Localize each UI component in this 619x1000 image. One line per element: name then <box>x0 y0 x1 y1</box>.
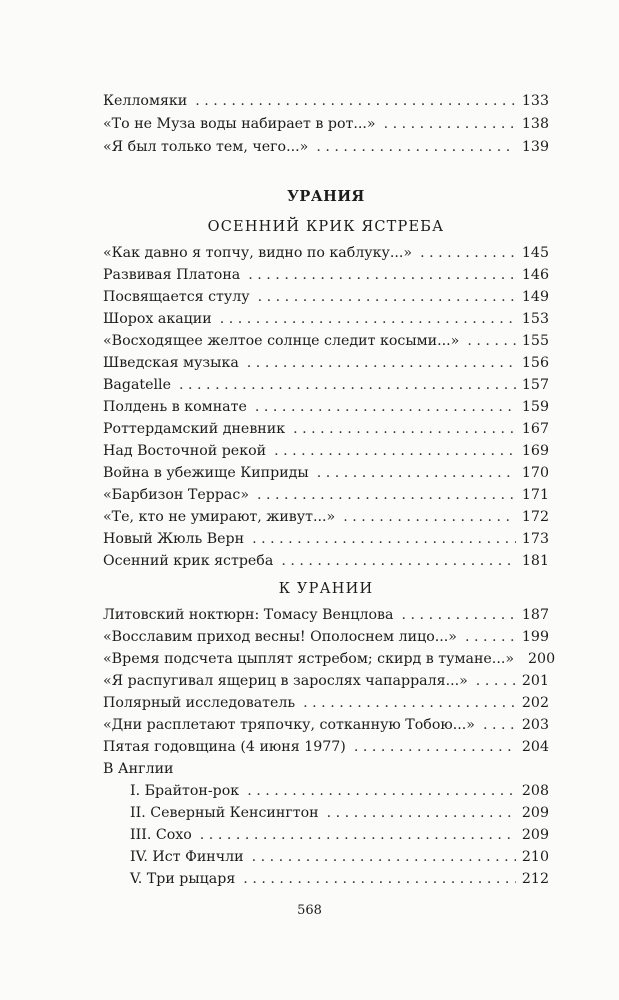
dot-leader <box>327 802 516 824</box>
entry-page: 153 <box>521 311 549 327</box>
toc-entry <box>103 506 549 528</box>
entry-title: Новый Жюль Верн <box>103 531 245 547</box>
toc-entry <box>103 550 549 572</box>
entry-title: Осенний крик ястреба <box>103 553 274 569</box>
dot-leader <box>303 692 516 714</box>
entry-title: Bagatelle <box>103 377 171 393</box>
dot-leader <box>384 113 516 135</box>
entry-page: 159 <box>521 399 549 415</box>
entry-page: 209 <box>521 827 549 843</box>
toc-entry <box>103 440 549 462</box>
entry-page: 156 <box>521 355 549 371</box>
entry-title: «Я распугивал ящериц в зарослях чапарраля...» <box>103 673 468 689</box>
entry-title: V. Три рыцаря <box>130 871 236 887</box>
entry-title: «То не Муза воды набирает в рот...» <box>103 116 376 132</box>
toc-entry <box>103 308 549 330</box>
dot-leader <box>293 418 516 440</box>
toc-entry <box>103 648 556 670</box>
toc-group-title <box>103 758 549 780</box>
entry-title: Роттердамский дневник <box>103 421 286 437</box>
entry-title: Война в убежище Киприды <box>103 465 309 481</box>
toc-entry <box>103 714 549 736</box>
entry-page: 212 <box>521 871 549 887</box>
toc-subentry <box>130 802 549 824</box>
toc-entry <box>103 692 549 714</box>
entry-title: I. Брайтон-рок <box>130 783 240 799</box>
entry-title: Развивая Платона <box>103 267 241 283</box>
dot-leader <box>420 242 516 264</box>
entry-title: IV. Ист Финчли <box>130 849 244 865</box>
entry-page: 204 <box>521 739 549 755</box>
entry-page: 209 <box>521 805 549 821</box>
dot-leader <box>476 670 516 692</box>
entry-title: III. Сохо <box>130 827 192 843</box>
dot-leader <box>255 396 516 418</box>
toc-entry <box>103 670 549 692</box>
entry-title: Шведская музыка <box>103 355 239 371</box>
toc-entry <box>103 604 549 626</box>
dot-leader <box>316 136 516 158</box>
toc-subentry <box>130 868 549 890</box>
dot-leader <box>247 352 516 374</box>
entry-page: 172 <box>521 509 549 525</box>
toc-entry <box>103 242 549 264</box>
entry-page: 202 <box>521 695 549 711</box>
entry-page: 208 <box>521 783 549 799</box>
entry-page: 200 <box>528 651 556 667</box>
toc-entry <box>103 374 549 396</box>
section-subtitle: ОСЕННИЙ КРИК ЯСТРЕБА <box>207 219 445 235</box>
entry-title: Келломяки <box>103 93 188 109</box>
dot-leader <box>220 308 516 330</box>
dot-leader <box>402 604 516 626</box>
dot-leader <box>179 374 516 396</box>
entry-page: 203 <box>521 717 549 733</box>
dot-leader <box>354 736 516 758</box>
entry-title: «Восславим приход весны! Ополоснем лицо...» <box>103 629 457 645</box>
dot-leader <box>195 90 516 112</box>
entry-page: 210 <box>521 849 549 865</box>
entry-page: 173 <box>521 531 549 547</box>
entry-page: 199 <box>521 629 549 645</box>
dot-leader <box>257 484 516 506</box>
entry-title: «Восходящее желтое солнце следит косыми...» <box>103 333 460 349</box>
toc-entry <box>103 418 549 440</box>
section-subtitle: К УРАНИИ <box>278 581 374 597</box>
toc-entry <box>103 484 549 506</box>
group-title: В Англии <box>103 761 174 777</box>
toc-entry <box>103 136 549 158</box>
toc-subentry <box>130 780 549 802</box>
toc-entry <box>103 264 549 286</box>
toc-entry <box>103 396 549 418</box>
entry-title: «Те, кто не умирают, живут...» <box>103 509 336 525</box>
toc-entry <box>103 352 549 374</box>
toc-entry <box>103 330 549 352</box>
entry-title: Посвящается стулу <box>103 289 250 305</box>
entry-title: Полдень в комнате <box>103 399 247 415</box>
entry-title: Шорох акации <box>103 311 212 327</box>
entry-page: 201 <box>521 673 549 689</box>
dot-leader <box>243 868 516 890</box>
entry-page: 181 <box>521 553 549 569</box>
dot-leader <box>252 846 516 868</box>
dot-leader <box>200 824 516 846</box>
entry-title: «Как давно я топчу, видно по каблуку...» <box>103 245 413 261</box>
entry-title: «Время подсчета цыплят ястребом; скирд в тумане...» <box>103 651 515 667</box>
dot-leader <box>258 286 516 308</box>
entry-title: Литовский ноктюрн: Томасу Венцлова <box>103 607 394 623</box>
toc-entry <box>103 462 549 484</box>
dot-leader <box>317 462 516 484</box>
dot-leader <box>274 440 516 462</box>
toc-entry <box>103 626 549 648</box>
toc-entry <box>103 528 549 550</box>
entry-title: Полярный исследователь <box>103 695 296 711</box>
section-title: УРАНИЯ <box>287 188 365 205</box>
entry-title: «Дни расплетают тряпочку, сотканную Тобою...» <box>103 717 475 733</box>
entry-page: 171 <box>521 487 549 503</box>
dot-leader <box>465 626 516 648</box>
entry-title: «Барбизон Террас» <box>103 487 249 503</box>
entry-page: 149 <box>521 289 549 305</box>
entry-page: 169 <box>521 443 549 459</box>
entry-title: Пятая годовщина (4 июня 1977) <box>103 739 346 755</box>
entry-page: 157 <box>521 377 549 393</box>
page-number: 568 <box>297 903 322 918</box>
dot-leader <box>247 780 516 802</box>
dot-leader <box>467 330 516 352</box>
entry-page: 139 <box>521 139 549 155</box>
dot-leader <box>483 714 516 736</box>
entry-page: 138 <box>521 116 549 132</box>
toc-entry <box>103 286 549 308</box>
dot-leader <box>343 506 516 528</box>
toc-entry <box>103 736 549 758</box>
toc-subentry <box>130 824 549 846</box>
toc-entry <box>103 90 549 112</box>
entry-page: 167 <box>521 421 549 437</box>
entry-page: 170 <box>521 465 549 481</box>
entry-page: 146 <box>521 267 549 283</box>
entry-page: 155 <box>521 333 549 349</box>
entry-title: II. Северный Кенсингтон <box>130 805 319 821</box>
toc-entry <box>103 113 549 135</box>
entry-title: «Я был только тем, чего...» <box>103 139 309 155</box>
dot-leader <box>252 528 516 550</box>
entry-page: 145 <box>521 245 549 261</box>
entry-page: 187 <box>521 607 549 623</box>
dot-leader <box>281 550 516 572</box>
dot-leader <box>248 264 516 286</box>
entry-title: Над Восточной рекой <box>103 443 267 459</box>
toc-subentry <box>130 846 549 868</box>
entry-page: 133 <box>521 93 549 109</box>
